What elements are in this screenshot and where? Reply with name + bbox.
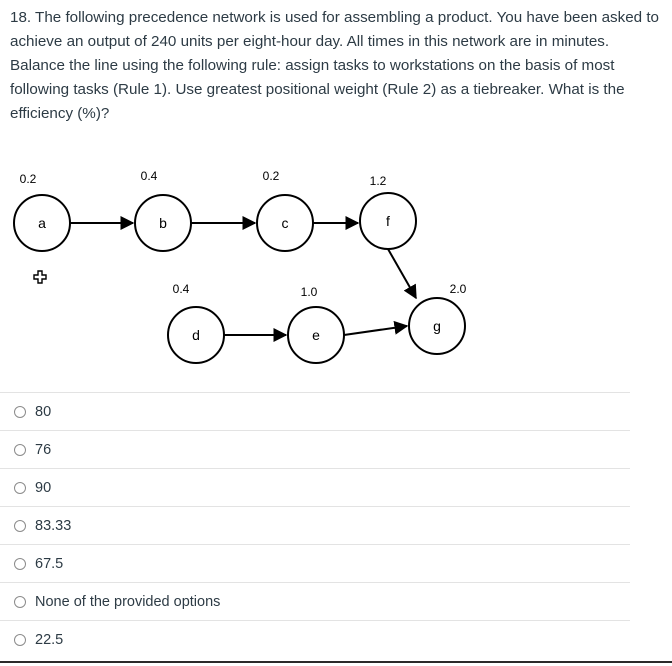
node-a-label: a — [38, 215, 46, 231]
radio-button[interactable] — [14, 444, 26, 456]
node-e-label: e — [312, 327, 320, 343]
edge-e-g — [344, 326, 407, 335]
radio-button[interactable] — [14, 596, 26, 608]
node-b-time: 0.4 — [140, 169, 158, 183]
option-label: 76 — [35, 441, 52, 458]
node-c-time: 0.2 — [262, 169, 280, 183]
option-90[interactable] — [0, 468, 630, 506]
node-g — [409, 282, 467, 354]
option-label: 90 — [35, 479, 52, 496]
radio-button[interactable] — [14, 634, 26, 646]
node-g-time: 2.0 — [449, 282, 467, 296]
radio-button[interactable] — [14, 558, 26, 570]
node-c — [257, 169, 313, 251]
node-d-time: 0.4 — [172, 282, 190, 296]
bottom-divider — [0, 661, 672, 663]
node-e — [288, 285, 344, 363]
option-label: 22.5 — [35, 631, 64, 648]
node-e-time: 1.0 — [300, 285, 318, 299]
edge-f-g — [388, 249, 416, 298]
option-80[interactable] — [0, 392, 630, 430]
radio-button[interactable] — [14, 482, 26, 494]
option-label: 80 — [35, 403, 52, 420]
node-f — [360, 174, 416, 249]
node-c-label: c — [281, 215, 289, 231]
node-d — [168, 282, 224, 363]
node-a — [14, 172, 70, 251]
node-b-label: b — [159, 215, 167, 231]
answer-options — [0, 392, 630, 658]
option-label: None of the provided options — [35, 593, 221, 610]
option-76[interactable] — [0, 430, 630, 468]
radio-button[interactable] — [14, 406, 26, 418]
node-f-label: f — [386, 213, 390, 229]
node-g-label: g — [433, 318, 441, 334]
option-22-5[interactable] — [0, 620, 630, 658]
precedence-network — [0, 160, 500, 380]
option-none[interactable] — [0, 582, 630, 620]
radio-button[interactable] — [14, 520, 26, 532]
option-label: 83.33 — [35, 517, 72, 534]
move-cursor-icon — [34, 271, 46, 283]
node-d-label: d — [192, 327, 200, 343]
option-67-5[interactable] — [0, 544, 630, 582]
node-b — [135, 169, 191, 251]
option-83-33[interactable] — [0, 506, 630, 544]
node-a-time: 0.2 — [19, 172, 37, 186]
node-f-time: 1.2 — [369, 174, 387, 188]
question-text: 18. The following precedence network is used for assembling a product. You have been asked to achieve an output of 240 units per eight-hour day. All times in this network are in minutes. Balance the line using the following rule: assign tasks to workstations on the basis of most following tasks (Rule 1). Use greatest positional weight (Rule 2) as a tiebreaker. What is the efficiency (%)? — [10, 9, 659, 122]
option-label: 67.5 — [35, 555, 64, 572]
